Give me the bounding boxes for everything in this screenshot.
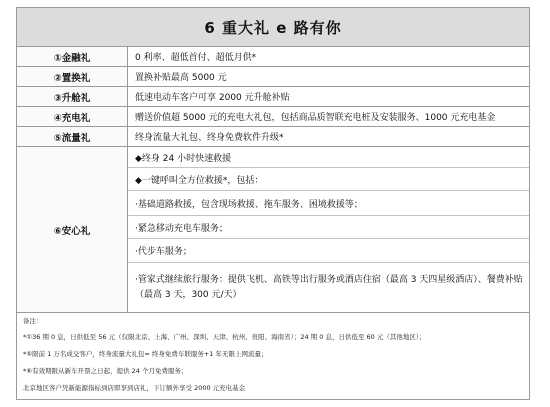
row-safety [17,147,529,313]
row-label: ⑥安心礼 [17,147,128,312]
row-value: 置换补贴最高 5000 元 [135,73,227,83]
safety-item: ·代步车服务； [128,239,529,263]
row-charging [17,107,529,127]
safety-items [128,147,529,312]
note-line: 北京地区客户凭新能源指标到店即享到店礼，下订额外享受 2000 元充电基金 [23,384,246,392]
safety-item: ·基础道路救援，包含现场救援、拖车服务、困境救援等； [128,191,529,216]
row-value: 赠送价值超 5000 元的充电大礼包，包括商品质智联充电桩及安装服务、1000 元充电基金 [135,113,496,123]
notes-section [17,313,529,394]
row-trade-in [17,67,529,87]
promotion-table [16,7,530,400]
notes-heading: 备注： [23,317,43,325]
safety-item: ◆一键呼叫全方位救援*，包括： [128,168,529,191]
safety-item: ·紧急移动充电车服务； [128,216,529,239]
table-title: 6 重大礼 e 路有你 [17,8,529,47]
row-finance [17,47,529,67]
row-data-plan [17,127,529,147]
row-upgrade [17,87,529,107]
note-line: *⑥有效期限从新车开票之日起，提供 24 个月免费服务； [23,367,188,375]
row-value: 0 利率、超低首付、超低月供* [135,53,257,63]
row-label: ③升舱礼 [17,87,128,106]
row-value: 终身流量大礼包、终身免费软件升级* [135,133,284,143]
row-value: 低速电动车客户可享 2000 元升舱补贴 [135,93,290,103]
row-label: ⑤流量礼 [17,127,128,146]
note-line: *⑤限前 1 万名成交客户，终身流量大礼包= 终身免费车联服务+1 年无限上网流量； [23,350,268,358]
row-label: ④充电礼 [17,107,128,126]
row-label: ②置换礼 [17,67,128,86]
row-label: ①金融礼 [17,47,128,66]
note-line: *①36 期 0 息，日供低至 56 元（仅限北京、上海、广州、深圳、天津、杭州、贵阳、海南省）；24 期 0 息，日供低至 60 元（其他地区）； [23,333,426,341]
safety-item: ◆终身 24 小时快速救援 [128,147,529,168]
safety-item: ·管家式继续旅行服务：提供飞机、高铁等出行服务或酒店住宿（最高 3 天四星级酒店）、餐费补贴（最高 3 天，300 元/天） [135,274,523,300]
